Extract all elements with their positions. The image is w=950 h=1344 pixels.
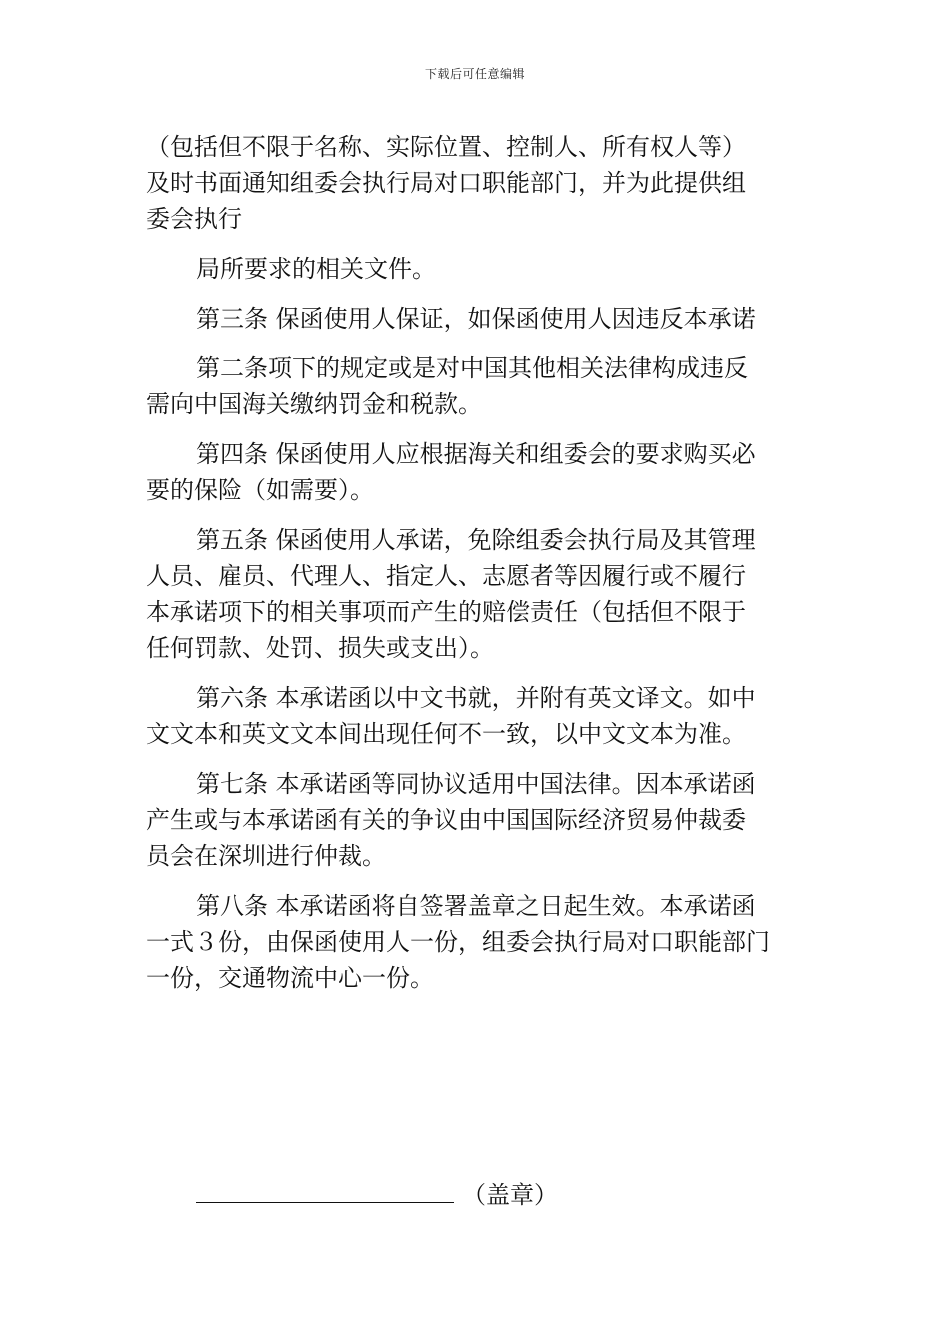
text-line: 第五条 保函使用人承诺，免除组委会执行局及其管理 [196,526,756,554]
text-line: 一份，交通物流中心一份。 [146,964,434,992]
text-line: 第八条 本承诺函将自签署盖章之日起生效。本承诺函 [196,892,756,920]
paragraph-article-6 [146,680,810,752]
text-line: 本承诺项下的相关事项而产生的赔偿责任（包括但不限于 [146,598,746,626]
paragraph-article-5 [146,522,810,666]
paragraph-article-4 [146,436,810,508]
text-line: 委会执行 [146,205,242,233]
text-line: 任何罚款、处罚、损失或支出）。 [146,634,494,662]
text-line: 要的保险（如需要）。 [146,476,374,504]
text-line: 产生或与本承诺函有关的争议由中国国际经济贸易仲裁委 [146,806,746,834]
paragraph-article-8 [146,888,810,996]
seal-signature-line [196,1177,558,1213]
text-line: 文文本和英文文本间出现任何不一致，以中文文本为准。 [146,720,746,748]
text-line: 员会在深圳进行仲裁。 [146,842,386,870]
text-line: 第六条 本承诺函以中文书就，并附有英文译文。如中 [196,684,756,712]
text-line: 一式３份，由保函使用人一份，组委会执行局对口职能部门 [146,928,770,956]
paragraph-article-7 [146,766,810,874]
text-line: 需向中国海关缴纳罚金和税款。 [146,390,482,418]
seal-label: （盖章） [462,1181,558,1209]
paragraph-article-3 [146,301,810,337]
text-line: 及时书面通知组委会执行局对口职能部门，并为此提供组 [146,169,746,197]
text-line: 第四条 保函使用人应根据海关和组委会的要求购买必 [196,440,756,468]
paragraph-article-3-continued [146,350,810,422]
page-header: 下载后可任意编辑 [424,67,525,81]
text-line: 第七条 本承诺函等同协议适用中国法律。因本承诺函 [196,770,756,798]
signature-blank-line[interactable] [196,1180,454,1203]
text-line: 人员、雇员、代理人、指定人、志愿者等因履行或不履行 [146,562,746,590]
paragraph-continuation [146,129,810,237]
text-line: （包括但不限于名称、实际位置、控制人、所有权人等） [146,133,746,161]
text-line: 第三条 保函使用人保证，如保函使用人因违反本承诺 [196,305,756,333]
text-line: 第二条项下的规定或是对中国其他相关法律构成违反 [196,354,748,382]
document-body [146,129,810,1010]
text-line: 局所要求的相关文件。 [196,255,436,283]
paragraph-required-documents [146,251,810,287]
